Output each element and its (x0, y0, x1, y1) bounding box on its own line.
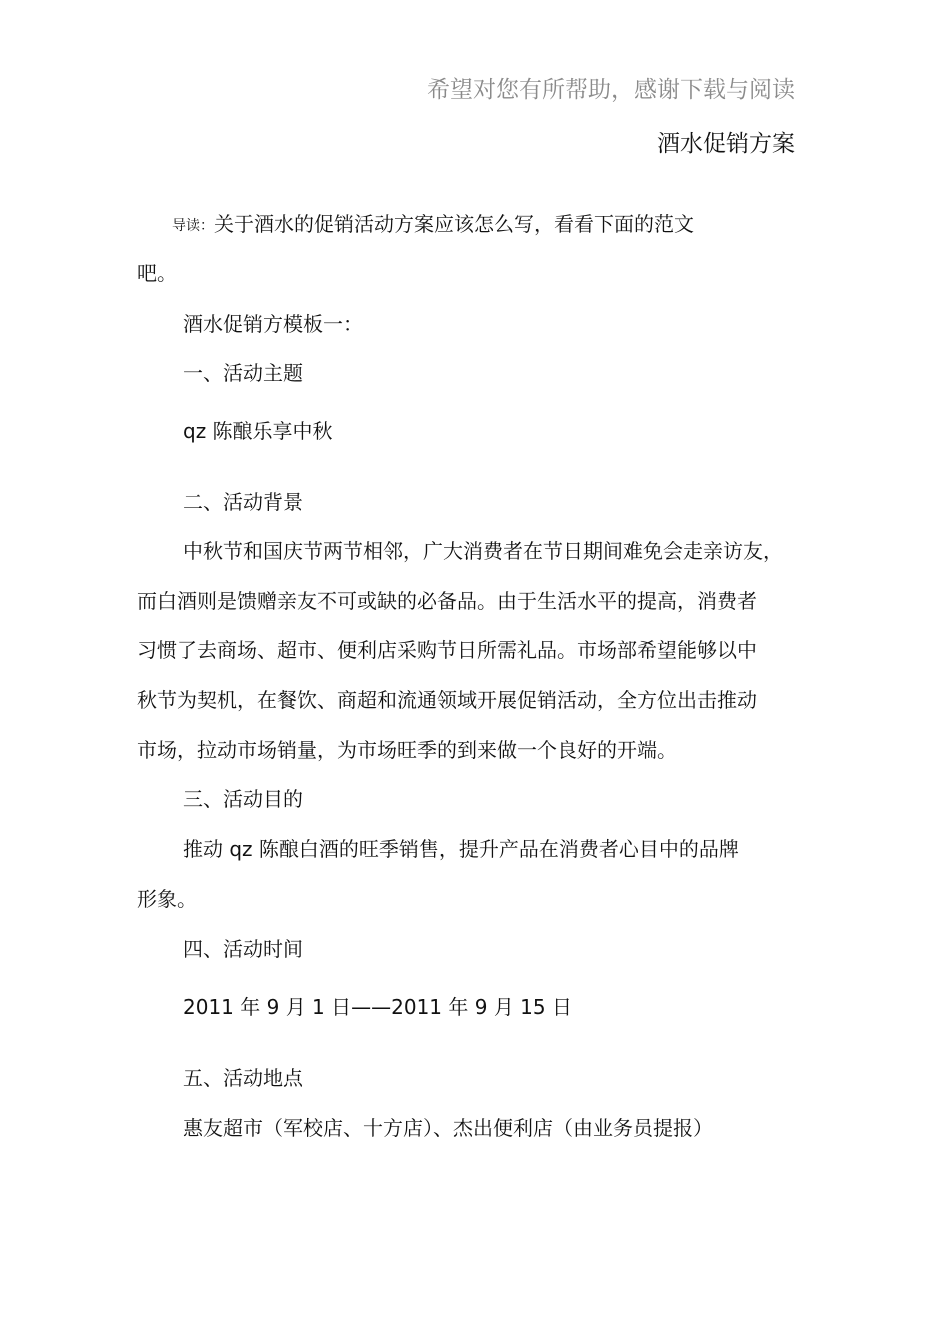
background-line-4: 秋节为契机，在餐饮、商超和流通领域开展促销活动，全方位出击推动 (137, 688, 757, 712)
background-line-3: 习惯了去商场、超市、便利店采购节日所需礼品。市场部希望能够以中 (137, 638, 757, 662)
document-title: 酒水促销方案 (657, 131, 795, 157)
section-theme-content: qz 陈酿乐享中秋 (183, 419, 333, 443)
header-note: 希望对您有所帮助，感谢下载与阅读 (427, 77, 795, 103)
section-time-heading: 四、活动时间 (183, 937, 303, 961)
section-purpose-heading: 三、活动目的 (183, 787, 303, 811)
background-line-5: 市场，拉动市场销量，为市场旺季的到来做一个良好的开端。 (137, 738, 677, 762)
section-time-content: 2011 年 9 月 1 日——2011 年 9 月 15 日 (183, 995, 572, 1019)
background-line-1: 中秋节和国庆节两节相邻，广大消费者在节日期间难免会走亲访友， (183, 539, 783, 563)
section-theme-heading: 一、活动主题 (183, 361, 303, 385)
intro-label: 导读： (172, 218, 214, 234)
section-background-heading: 二、活动背景 (183, 490, 303, 514)
intro-line-1 (172, 210, 694, 240)
section-location-heading: 五、活动地点 (183, 1066, 303, 1090)
section-location-content: 惠友超市（军校店、十方店）、杰出便利店（由业务员提报） (183, 1116, 713, 1140)
intro-text-1: 关于酒水的促销活动方案应该怎么写，看看下面的范文 (214, 212, 694, 236)
purpose-line-2: 形象。 (137, 887, 197, 911)
intro-text-2: 吧。 (137, 261, 177, 285)
purpose-line-1: 推动 qz 陈酿白酒的旺季销售，提升产品在消费者心目中的品牌 (183, 837, 739, 861)
background-line-2: 而白酒则是馈赠亲友不可或缺的必备品。由于生活水平的提高，消费者 (137, 589, 757, 613)
template-heading: 酒水促销方模板一： (183, 312, 363, 336)
